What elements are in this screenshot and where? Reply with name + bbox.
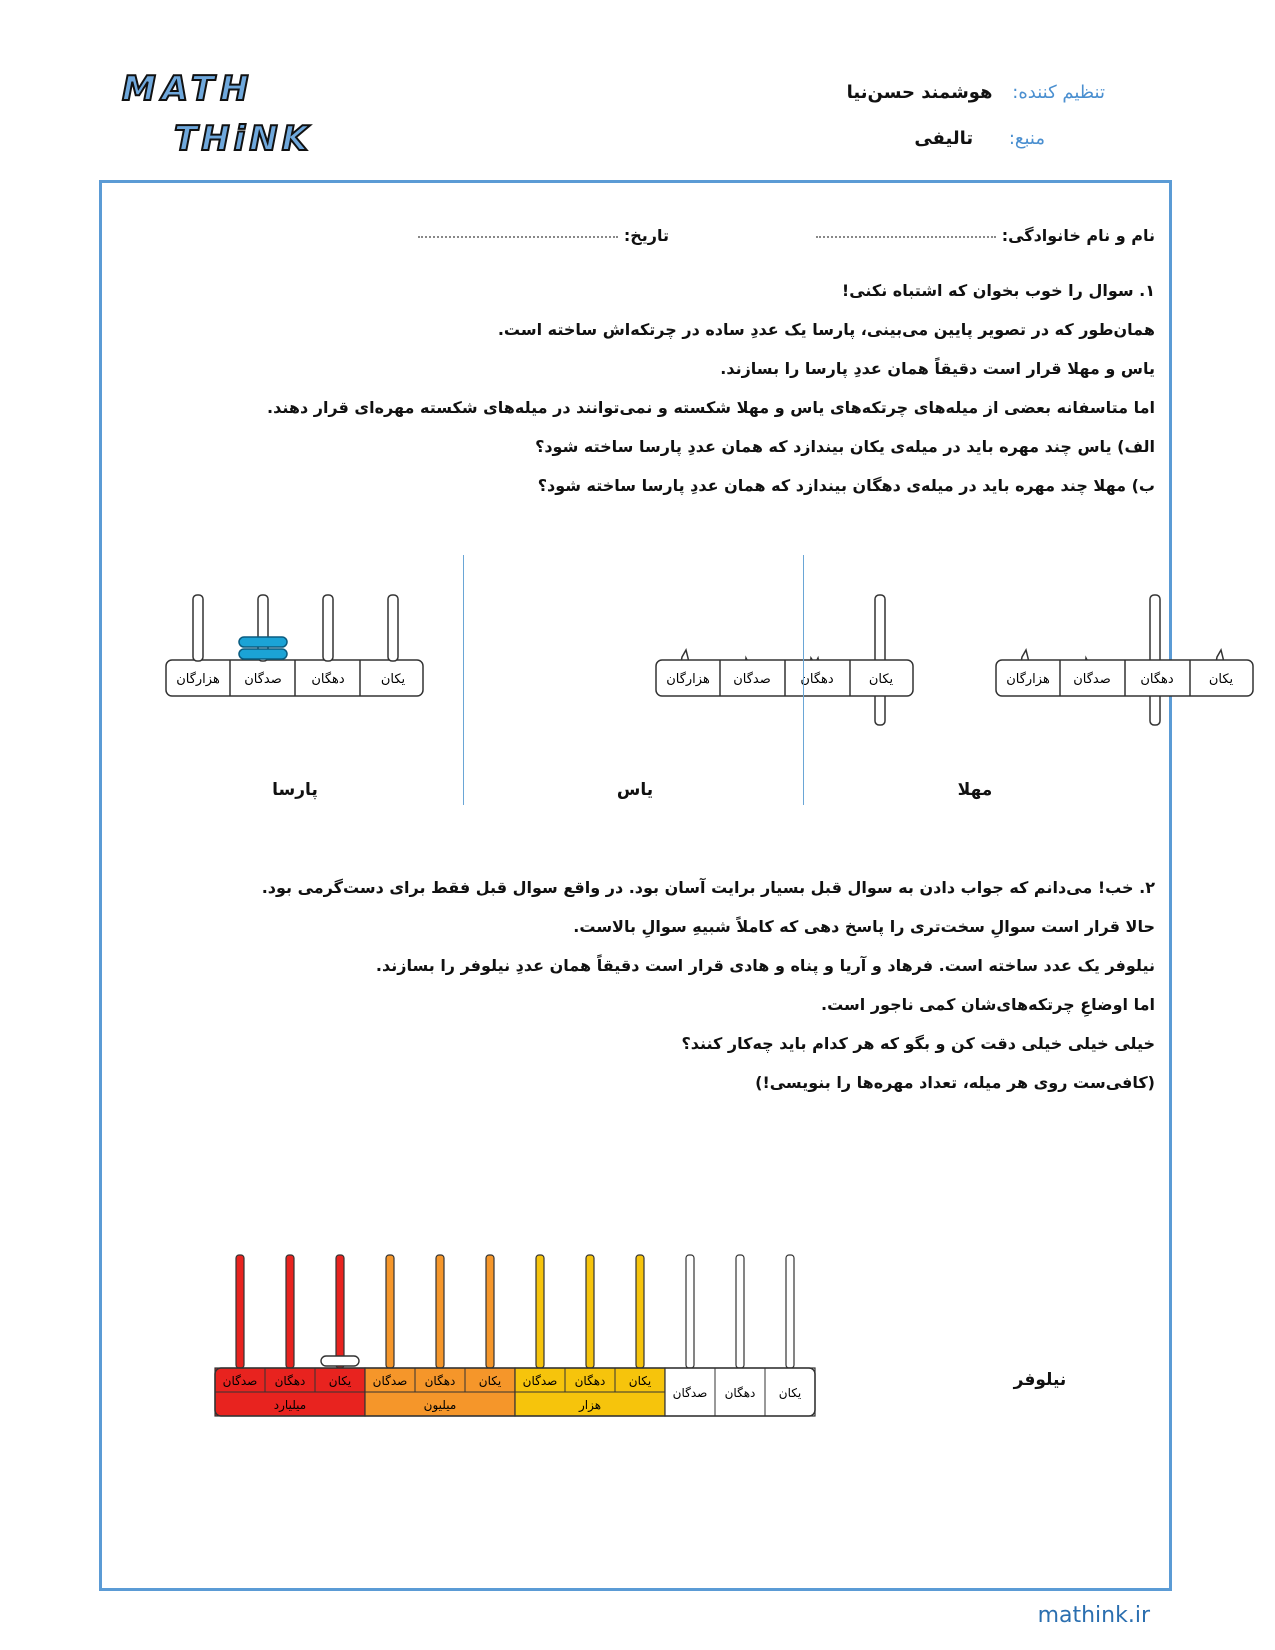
- divider-right: [803, 555, 804, 805]
- q2-line-3: نیلوفر یک عدد ساخته است. فرهاد و آریا و پناه و هادی قرار است دقیقاً همان عددِ نیلوفر را بسازند.: [375, 956, 1155, 975]
- place-label-1-0: صدگان: [372, 1374, 408, 1388]
- place-label-0-2: یکان: [328, 1374, 352, 1388]
- q1-line-1: ۱. سوال را خوب بخوان که اشتباه نکنی!: [841, 281, 1155, 300]
- mahla-label-thousands: هزارگان: [1006, 672, 1050, 687]
- name-mahla: مهلا: [957, 780, 993, 800]
- rod-2-2: [636, 1255, 644, 1368]
- name-field[interactable]: [816, 226, 1155, 245]
- name-dotted-line[interactable]: [816, 236, 996, 238]
- place-label-2-0: صدگان: [522, 1374, 558, 1388]
- rod-1-1: [436, 1255, 444, 1368]
- logo-bottom-text: THiNK: [174, 119, 313, 159]
- place-label-3-2: یکان: [778, 1386, 802, 1400]
- yas-label-ones: یکان: [868, 672, 894, 687]
- mahla-label-tens: دهگان: [1140, 672, 1174, 687]
- rod-0-1: [286, 1255, 294, 1368]
- source-row: [914, 128, 1045, 149]
- divider-left: [463, 555, 464, 805]
- rod-2-1: [586, 1255, 594, 1368]
- place-label-1-1: دهگان: [424, 1374, 456, 1388]
- parsa-label-ones: یکان: [380, 672, 406, 687]
- rod-0-0: [236, 1255, 244, 1368]
- author-value: هوشمند حسن‌نیا: [846, 82, 993, 103]
- date-dotted-line[interactable]: [418, 236, 618, 238]
- mahla-label-hundreds: صدگان: [1073, 672, 1111, 687]
- q2-line-6: (کافی‌ست روی هر میله، تعداد مهره‌ها را بنویسی!): [755, 1073, 1155, 1092]
- place-label-1-2: یکان: [478, 1374, 502, 1388]
- parsa-bead-2: [239, 649, 287, 659]
- group-label-2: هزار: [578, 1398, 602, 1412]
- parsa-label-hundreds: صدگان: [244, 672, 282, 687]
- rod-1-2: [486, 1255, 494, 1368]
- rod-1-0: [386, 1255, 394, 1368]
- q2-line-1: ۲. خب! می‌دانم که جواب دادن به سوال قبل بسیار برایت آسان بود. در واقع سوال قبل فقط برای دست‌گرمی بود.: [261, 878, 1155, 897]
- parsa-bead-1: [239, 637, 287, 647]
- source-label: منبع:: [1008, 128, 1045, 149]
- footer-url[interactable]: mathink.ir: [1037, 1603, 1150, 1628]
- rod-3-0: [686, 1255, 694, 1368]
- q1-line-5: الف) یاس چند مهره باید در میله‌ی یکان بیندازد که همان عددِ پارسا ساخته شود؟: [535, 437, 1155, 456]
- q2-line-5: خیلی خیلی خیلی دقت کن و بگو که هر کدام باید چه‌کار کنند؟: [681, 1034, 1155, 1053]
- q1-line-2: همان‌طور که در تصویر پایین می‌بینی، پارسا یک عددِ ساده در چرتکه‌اش ساخته است.: [497, 320, 1155, 339]
- author-label: تنظیم کننده:: [1012, 82, 1105, 103]
- mathink-logo: [122, 70, 322, 170]
- parsa-base-overlay: [150, 560, 450, 740]
- place-label-3-1: دهگان: [724, 1386, 756, 1400]
- logo-top-text: MATH: [122, 69, 255, 109]
- rod-2-0: [536, 1255, 544, 1368]
- source-value: تالیفی: [914, 128, 974, 149]
- name-niloufar: نیلوفر: [1013, 1370, 1067, 1390]
- place-label-0-0: صدگان: [222, 1374, 258, 1388]
- author-row: [847, 82, 1105, 103]
- q1-line-6: ب) مهلا چند مهره باید در میله‌ی دهگان بیندازد که همان عددِ پارسا ساخته شود؟: [537, 476, 1155, 495]
- rod-3-1: [736, 1255, 744, 1368]
- name-parsa: پارسا: [272, 780, 318, 800]
- date-label: تاریخ:: [623, 226, 669, 245]
- q2-line-2: حالا قرار است سوالِ سخت‌تری را پاسخ دهی که کاملاً شبیهِ سوالِ بالاست.: [573, 917, 1155, 936]
- name-label: نام و نام خانوادگی:: [1001, 226, 1155, 245]
- q1-line-4: اما متاسفانه بعضی از میله‌های چرتکه‌های یاس و مهلا شکسته و نمی‌توانند در میله‌های شکسته مهره‌ای قرار دهند.: [267, 398, 1155, 417]
- rod-0-2: [336, 1255, 344, 1368]
- niloufar-bead-1: [321, 1356, 359, 1366]
- yas-label-hundreds: صدگان: [733, 672, 771, 687]
- rod-3-2: [786, 1255, 794, 1368]
- place-label-2-1: دهگان: [574, 1374, 606, 1388]
- place-label-0-1: دهگان: [274, 1374, 306, 1388]
- parsa-label-thousands: هزارگان: [176, 672, 220, 687]
- group-label-0: میلیارد: [273, 1398, 307, 1412]
- abacus-niloufar: [210, 1250, 850, 1430]
- place-label-2-2: یکان: [628, 1374, 652, 1388]
- mahla-label-ones: یکان: [1208, 672, 1234, 687]
- yas-label-tens: دهگان: [800, 672, 834, 687]
- q2-line-4: اما اوضاعِ چرتکه‌های‌شان کمی ناجور است.: [821, 995, 1155, 1014]
- date-field[interactable]: [418, 226, 669, 245]
- place-label-3-0: صدگان: [672, 1386, 708, 1400]
- q1-line-3: یاس و مهلا قرار است دقیقاً همان عددِ پارسا را بسازند.: [720, 359, 1155, 378]
- parsa-label-tens: دهگان: [311, 672, 345, 687]
- name-yas: یاس: [616, 780, 654, 800]
- abacus-yas: [656, 595, 913, 725]
- group-label-1: میلیون: [423, 1398, 457, 1412]
- yas-label-thousands: هزارگان: [666, 672, 710, 687]
